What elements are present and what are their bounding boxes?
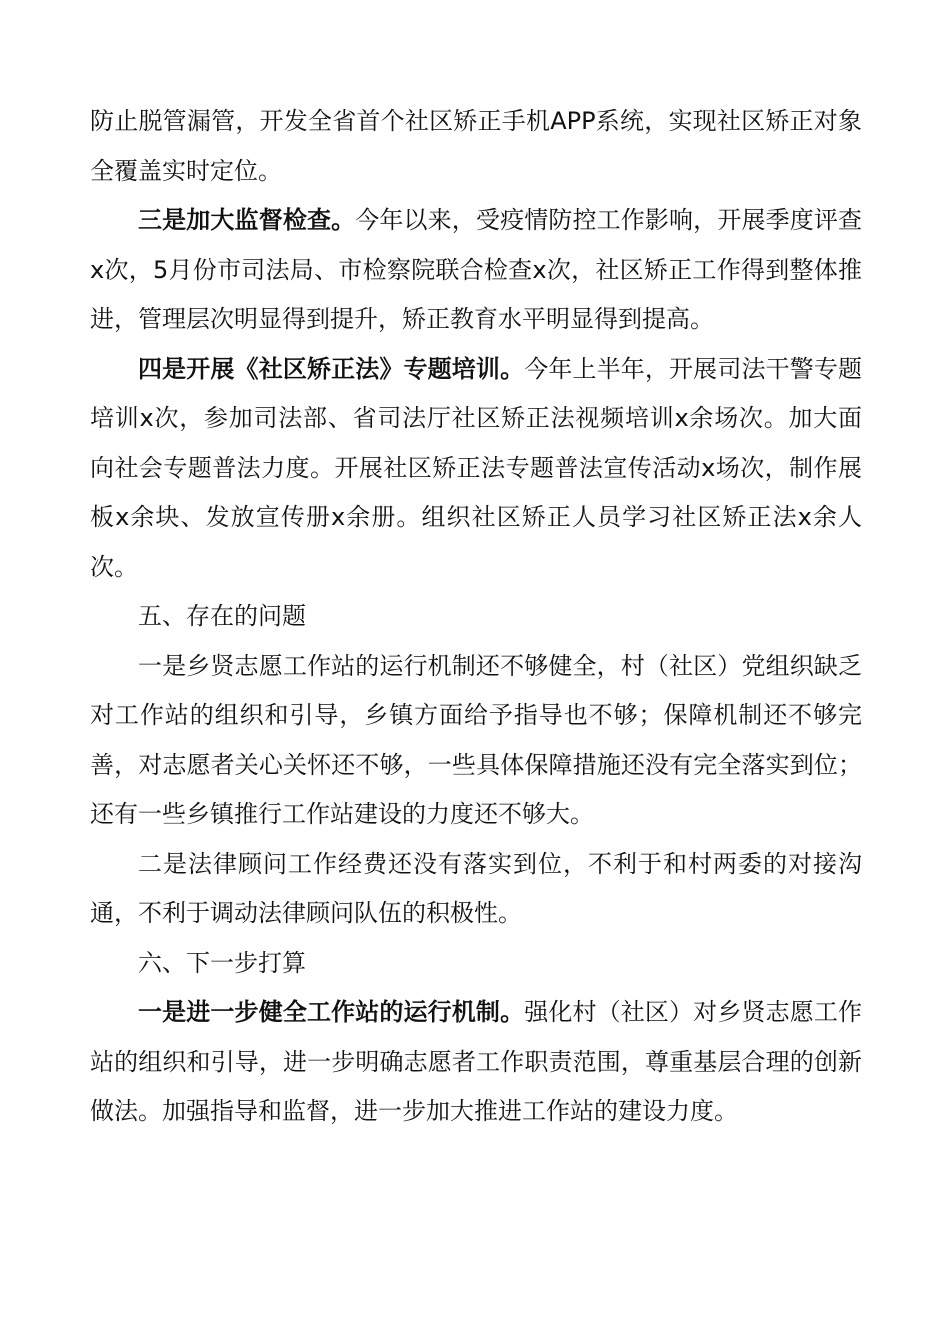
paragraph-lead: 三是加大监督检查。 xyxy=(138,206,356,234)
paragraph-text: 一是乡贤志愿工作站的运行机制还不够健全，村（社区）党组织缺乏对工作站的组织和引导，乡镇方面给予指导也不够；保障机制还不够完善，对志愿者关心关怀还不够，一些具体保障措施还没有完全落实到位；还有一些乡镇推行工作站建设的力度还不够大。 xyxy=(90,651,862,828)
paragraph-text: 二是法律顾问工作经费还没有落实到位，不利于和村两委的对接沟通，不利于调动法律顾问队伍的积极性。 xyxy=(90,849,862,927)
paragraph-text: 今年以来，受疫情防控工作影响，开展季度评查x次，5月份市司法局、市检察院联合检查x次，社区矫正工作得到整体推进，管理层次明显得到提升，矫正教育水平明显得到提高。 xyxy=(90,206,863,333)
section-heading-next-steps xyxy=(90,939,862,989)
paragraph-text: 强化村（社区）对乡贤志愿工作站的组织和引导，进一步明确志愿者工作职责范围，尊重基层合理的创新做法。加强指导和监督，进一步加大推进工作站的建设力度。 xyxy=(90,998,863,1125)
paragraph-lead: 四是开展《社区矫正法》专题培训。 xyxy=(138,354,525,383)
paragraph-training xyxy=(90,345,862,593)
paragraph-problem-two xyxy=(90,840,862,939)
heading-text: 五、存在的问题 xyxy=(138,602,306,630)
document-body xyxy=(90,97,862,1137)
paragraph-text: 今年上半年，开展司法干警专题培训x次，参加司法部、省司法厅社区矫正法视频培训x余场次。加大面向社会专题普法力度。开展社区矫正法专题普法宣传活动x场次，制作展板x余块、发放宣传册x余册。组织社区矫正人员学习社区矫正法x余人次。 xyxy=(90,354,863,581)
paragraph-next-step-one xyxy=(90,988,862,1137)
paragraph-app-system xyxy=(90,97,862,196)
paragraph-supervision xyxy=(90,196,862,345)
paragraph-text: 防止脱管漏管，开发全省首个社区矫正手机APP系统，实现社区矫正对象全覆盖实时定位。 xyxy=(90,107,862,185)
paragraph-problem-one xyxy=(90,642,862,840)
heading-text: 六、下一步打算 xyxy=(138,948,306,977)
paragraph-lead: 一是进一步健全工作站的运行机制。 xyxy=(138,998,525,1026)
section-heading-problems xyxy=(90,592,862,642)
